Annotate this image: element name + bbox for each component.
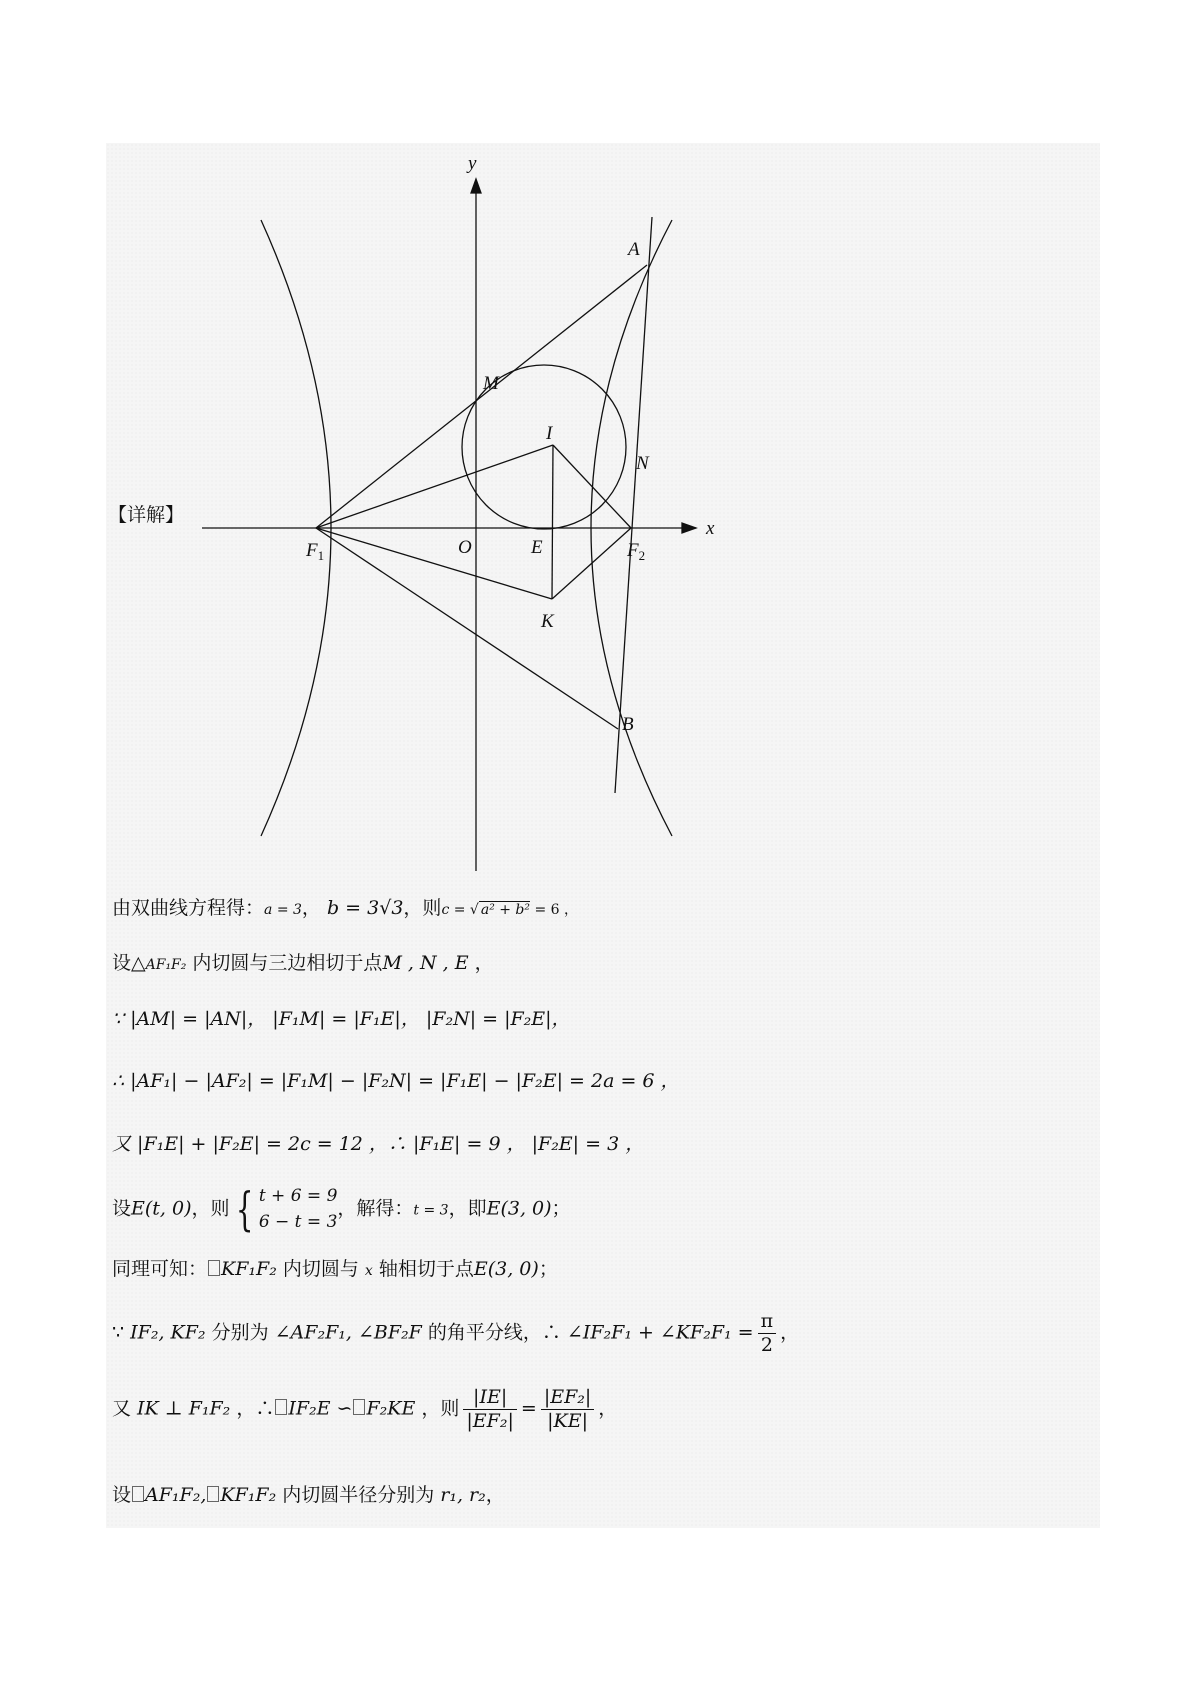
label-x: x	[706, 518, 715, 539]
label-F2: $F_2$	[627, 540, 646, 563]
line-3: ∵ |AM| = |AN|， |F₁M| = |F₁E|， |F₂N| = |F₂E|，	[112, 1008, 571, 1030]
line-6: 设E(t, 0)，则 { t + 6 = 9 6 − t = 3 ，解得：t = 3，即E(3, 0)；	[112, 1182, 571, 1237]
line-5: 又 |F₁E| + |F₂E| = 2c = 12 ，∴ |F₁E| = 9 ， |F₂E| = 3 ，	[112, 1133, 645, 1155]
label-K: K	[541, 611, 554, 632]
label-F1: $F_1$	[306, 540, 325, 563]
x-axis-arrow	[682, 523, 696, 533]
label-M: M	[483, 373, 499, 394]
label-I: I	[546, 423, 553, 444]
detail-heading: 【详解】	[108, 504, 185, 526]
line-I-K	[552, 445, 553, 599]
label-O: O	[458, 537, 472, 558]
line-I-F2	[553, 445, 631, 528]
label-A: A	[628, 239, 640, 260]
label-B: B	[622, 714, 634, 735]
y-axis-arrow	[471, 179, 481, 193]
hyperbola-figure	[106, 143, 1100, 883]
line-1: 由双曲线方程得：a = 3， b = 3√3，则c = √ a² + b² = 6 ，	[112, 897, 579, 919]
line-F1-B	[316, 528, 618, 729]
line-F1-A	[316, 265, 647, 528]
label-y: y	[468, 153, 477, 174]
line-F1-K	[316, 528, 552, 599]
label-E: E	[531, 537, 543, 558]
label-N: N	[636, 453, 649, 474]
line-7: 同理可知： KF₁F₂ 内切圆与 x 轴相切于点E(3, 0)；	[112, 1258, 558, 1280]
line-2: 设△AF₁F₂ 内切圆与三边相切于点M , N , E ，	[112, 952, 494, 974]
line-10: 设 AF₁F₂, KF₁F₂ 内切圆半径分别为 r₁, r₂，	[112, 1484, 505, 1506]
line-9: 又 IK ⊥ F₁F₂ ，∴ IF₂E ∽ F₂KE ，则 $\frac{|IE|}{\text{|EF₂|}}$ = $\frac{\text{|EF₂|}}{|KE|}$ ，	[112, 1386, 618, 1432]
line-F1-I	[316, 445, 553, 528]
line-8: ∵ IF₂, KF₂ 分别为 ∠AF₂F₁, ∠BF₂F 的角平分线，∴ ∠IF₂F₁ + ∠KF₂F₁ = $\frac{\pi}{2}$ ，	[112, 1310, 800, 1356]
line-4: ∴ |AF₁| − |AF₂| = |F₁M| − |F₂N| = |F₁E| − |F₂E| = 2a = 6 ，	[112, 1070, 680, 1092]
